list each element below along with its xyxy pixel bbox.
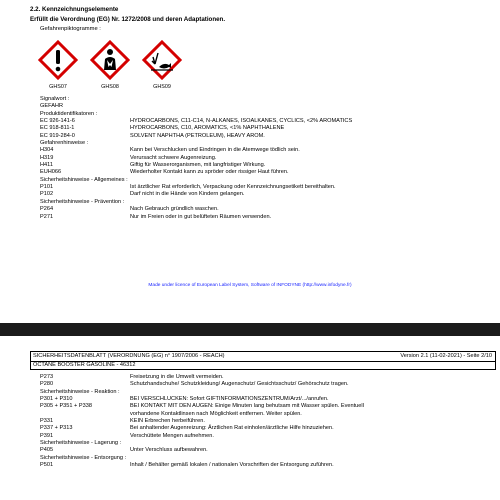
section-title: 2.2. Kennzeichnungselemente — [30, 6, 119, 13]
pictogram-code: GHS09 — [153, 84, 171, 90]
pictogram-ghs07 — [38, 40, 78, 90]
list-item: Sicherheitshinweise - Lagerung : — [40, 440, 122, 447]
list-item: Sicherheitshinweise - Reaktion : — [40, 388, 120, 395]
pictogram-ghs08 — [90, 40, 130, 90]
list-item: P391 Verschüttete Mengen aufnehmen. — [40, 432, 214, 439]
pictogram-row — [38, 40, 198, 90]
pictogram-code: GHS07 — [49, 84, 67, 90]
list-item: P405 Unter Verschluss aufbewahren. — [40, 447, 208, 454]
health-hazard-icon — [90, 40, 130, 80]
list-item: P331 KEIN Erbrechen herbeiführen. — [40, 418, 205, 425]
list-item: Sicherheitshinweise - Entsorgung : — [40, 454, 127, 461]
list-item: H319 Verursacht schwere Augenreizung. — [40, 154, 217, 161]
list-item: P305 + P351 + P338 BEI KONTAKT MIT DEN AUGEN: Einige Minuten lang behutsam mit Wasser spülen. Eventuell — [40, 403, 364, 410]
list-item: P264 Nach Gebrauch gründlich waschen. — [40, 206, 219, 213]
list-item: Sicherheitshinweise - Allgemeines : — [40, 176, 128, 183]
infodyne-license-link[interactable]: Made under licence of European Label System, Software of INFODYNE (http://www.infodyne.fr) — [148, 283, 352, 288]
list-item: GEFAHR — [40, 103, 64, 110]
pictogram-ghs09 — [142, 40, 182, 90]
list-item: P301 + P310 BEI VERSCHLUCKEN: Sofort GIFTINFORMATIONSZENTRUM/Arzt/.../anrufen. — [40, 396, 329, 403]
list-item: Gefahrenhinweise : — [40, 140, 89, 147]
list-item: EC 926-141-6 HYDROCARBONS, C11-C14, N-ALKANES, ISOALKANES, CYCLICS, <2% AROMATICS — [40, 118, 353, 125]
list-item: Sicherheitshinweise - Prävention : — [40, 198, 125, 205]
exclamation-mark-icon — [38, 40, 78, 80]
pictogram-code: GHS08 — [101, 84, 119, 90]
pictogram-label: Gefahrenpiktogramme : — [40, 26, 101, 32]
list-item: P271 Nur im Freien oder in gut belüfteten Räumen verwenden. — [40, 213, 272, 220]
list-item: H411 Giftig für Wasserorganismen, mit langfristiger Wirkung. — [40, 162, 266, 169]
precautionary-list — [40, 374, 490, 469]
list-item: Signalwort : — [40, 96, 70, 102]
list-item: EC 919-284-0 SOLVENT NAPHTHA (PETROLEUM), HEAVY AROM. — [40, 132, 265, 139]
list-item: P501 Inhalt / Behälter gemäß lokalen / nationalen Vorschriften der Entsorgung zuführen. — [40, 462, 334, 469]
environment-icon — [142, 40, 182, 80]
list-item: H304 Kann bei Verschlucken und Eindringen in die Atemwege tödlich sein. — [40, 147, 300, 154]
list-item: EC 918-811-1 HYDROCARBONS, C10, AROMATICS, <1% NAPHTHALENE — [40, 125, 285, 132]
sds-header-box — [30, 351, 496, 370]
label-elements-list — [40, 96, 490, 221]
list-item: P337 + P313 Bei anhaltender Augenreizung: Ärztlichen Rat einholen/ärztliche Hilfe hinzuziehen. — [40, 425, 334, 432]
list-item: P273 Freisetzung in die Umwelt vermeiden. — [40, 374, 224, 380]
list-item: vorhandene Kontaktlinsen nach Möglichkeit entfernen. Weiter spülen. — [130, 410, 302, 417]
header-title: SICHERHEITSDATENBLATT (VERORDNUNG (EG) n° 1907/2006 - REACH) — [33, 353, 225, 359]
list-item: EUH066 Wiederholter Kontakt kann zu spröder oder rissiger Haut führen. — [40, 169, 289, 176]
list-item: P102 Darf nicht in die Hände von Kindern gelangen. — [40, 191, 245, 198]
list-item: Produktidentifikatoren : — [40, 110, 98, 117]
header-product: OCTANE BOOSTER GASOLINE - 46312 — [33, 362, 136, 368]
header-version: Version 2.1 (11-02-2021) - Seite 2/10 — [400, 353, 492, 359]
list-item: P280 Schutzhandschuhe/ Schutzkleidung/ Augenschutz/ Gesichtsschutz/ Gehörschutz tragen. — [40, 381, 349, 388]
section-subtitle: Erfüllt die Verordnung (EG) Nr. 1272/2008 und deren Adaptationen. — [30, 16, 226, 23]
page-break-bar — [0, 323, 500, 336]
list-item: P101 Ist ärztlicher Rat erforderlich, Verpackung oder Kennzeichnungsetikett bereithalten. — [40, 184, 336, 191]
